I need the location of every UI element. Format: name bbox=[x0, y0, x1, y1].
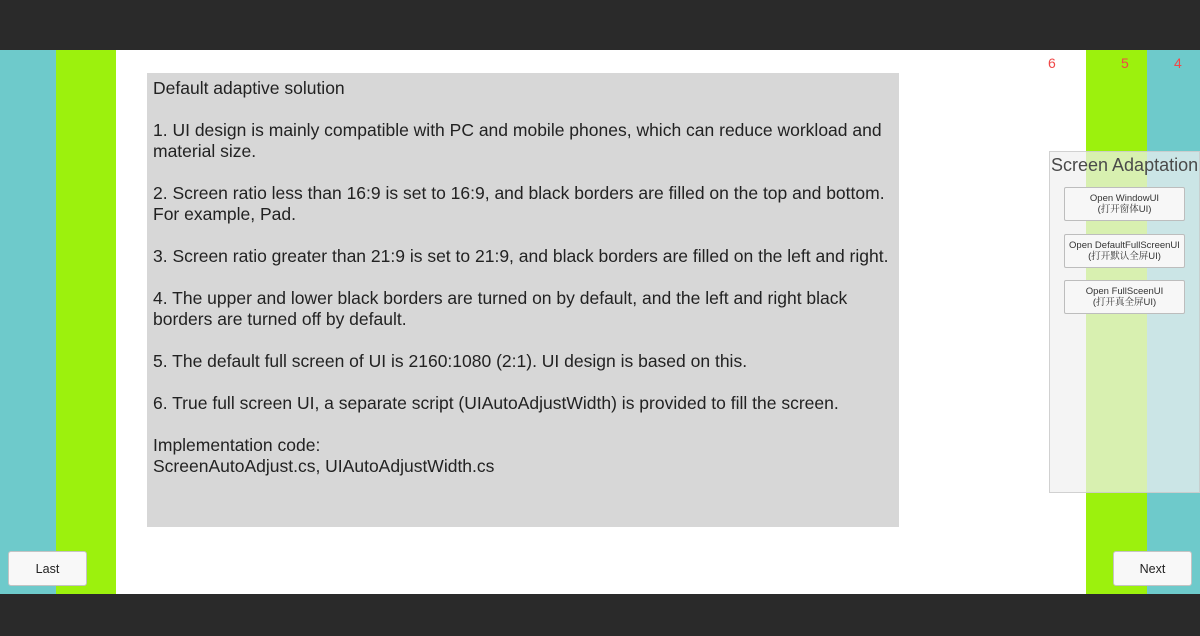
description-item-6: 6. True full screen UI, a separate script (UIAutoAdjustWidth) is provided to fill the screen. bbox=[153, 393, 839, 413]
description-item-3: 3. Screen ratio greater than 21:9 is set to 21:9, and black borders are filled on the left and right. bbox=[153, 246, 889, 266]
bottom-letterbox bbox=[0, 594, 1200, 636]
description-text bbox=[153, 78, 893, 477]
left-safe-area-strip bbox=[0, 50, 56, 594]
open-window-ui-button[interactable] bbox=[1064, 187, 1185, 221]
screen-adaptation-panel bbox=[1049, 151, 1200, 493]
implementation-label: Implementation code: bbox=[153, 435, 321, 455]
marker-5: 5 bbox=[1121, 55, 1129, 71]
open-fullscreen-ui-button[interactable] bbox=[1064, 280, 1185, 314]
top-letterbox bbox=[0, 0, 1200, 50]
description-item-4: 4. The upper and lower black borders are turned on by default, and the left and right black borders are turned off by default. bbox=[153, 288, 848, 329]
implementation-files: ScreenAutoAdjust.cs, UIAutoAdjustWidth.cs bbox=[153, 456, 495, 476]
open-default-fullscreen-ui-button[interactable] bbox=[1064, 234, 1185, 268]
implementation-block bbox=[153, 435, 893, 477]
left-margin-strip bbox=[56, 50, 116, 594]
description-item-1: 1. UI design is mainly compatible with PC and mobile phones, which can reduce workload and material size. bbox=[153, 120, 882, 161]
marker-4: 4 bbox=[1174, 55, 1182, 71]
screen-stage bbox=[0, 50, 1200, 594]
button-label: Open WindowUI bbox=[1089, 193, 1160, 204]
last-button[interactable]: Last bbox=[8, 551, 87, 586]
button-sublabel: (打开窗体UI) bbox=[1097, 204, 1152, 215]
button-label: Open DefaultFullScreenUI bbox=[1069, 240, 1180, 251]
next-button[interactable]: Next bbox=[1113, 551, 1192, 586]
marker-6: 6 bbox=[1048, 55, 1056, 71]
panel-title: Screen Adaptation bbox=[1051, 155, 1199, 175]
button-sublabel: (打开默认全屏UI) bbox=[1088, 251, 1161, 262]
description-item-5: 5. The default full screen of UI is 2160:1080 (2:1). UI design is based on this. bbox=[153, 351, 748, 371]
description-heading: Default adaptive solution bbox=[153, 78, 345, 98]
button-sublabel: (打开真全屏UI) bbox=[1092, 297, 1157, 308]
button-label: Open FullSceenUI bbox=[1085, 286, 1164, 297]
description-item-2: 2. Screen ratio less than 16:9 is set to 16:9, and black borders are filled on the top and bottom. For example, Pad. bbox=[153, 183, 885, 224]
description-panel bbox=[147, 73, 899, 527]
